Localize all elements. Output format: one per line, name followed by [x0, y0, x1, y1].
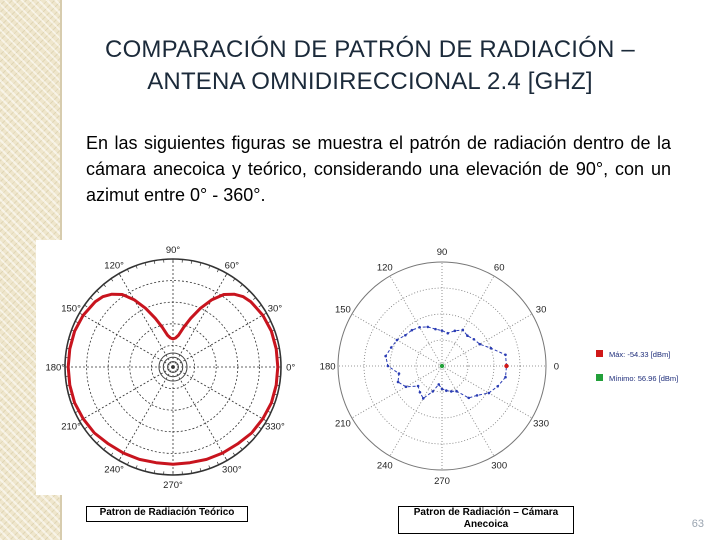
grid-spoke	[442, 314, 532, 366]
anechoic-pattern-chart	[318, 232, 716, 494]
grid-spoke	[173, 367, 267, 421]
grid-tick	[90, 434, 92, 436]
series-point	[384, 355, 387, 358]
angle-label: 120	[376, 262, 393, 274]
series-point	[431, 390, 434, 393]
series-point	[445, 389, 448, 392]
grid-tick	[253, 434, 255, 436]
series-point	[446, 332, 449, 335]
series-point	[387, 365, 390, 368]
series-point	[504, 354, 507, 357]
grid-spoke	[442, 276, 494, 366]
legend-label: Mínimo: 56.96 [dBm]	[609, 374, 679, 383]
grid-tick	[240, 447, 242, 449]
series-point	[490, 347, 493, 350]
series-point	[476, 394, 479, 397]
series-line	[386, 327, 507, 399]
series-point	[488, 392, 491, 395]
angle-label: 300°	[222, 464, 242, 476]
angle-label: 60°	[224, 260, 240, 272]
max-point	[504, 364, 508, 368]
grid-tick	[85, 305, 88, 307]
angle-label: 150	[334, 304, 351, 316]
anechoic-caption: Patron de Radiación – Cámara Anecoica	[398, 506, 574, 534]
grid-spoke	[442, 366, 532, 418]
grid-tick	[104, 284, 106, 286]
grid-tick	[259, 305, 262, 307]
series-point	[462, 329, 465, 332]
slide-title-line1: COMPARACIÓN DE PATRÓN DE RADIACIÓN –	[105, 36, 635, 63]
grid-spoke	[173, 273, 227, 367]
series-point	[419, 391, 422, 394]
series-point	[473, 338, 476, 341]
angle-label: 90	[436, 247, 448, 259]
angle-label: 240	[376, 460, 393, 472]
min-point	[440, 364, 444, 368]
grid-tick	[247, 441, 249, 443]
angle-label: 90°	[165, 244, 181, 256]
legend-swatch	[596, 374, 603, 381]
grid-spoke	[442, 366, 494, 456]
series-point	[405, 386, 408, 389]
series-point	[437, 383, 440, 386]
legend-label: Máx: -54.33 [dBm]	[609, 350, 671, 359]
series-point	[396, 339, 399, 342]
angle-label: 270°	[163, 480, 183, 492]
grid-tick	[104, 447, 106, 449]
angle-label: 330°	[265, 421, 285, 433]
theoretical-polar-plot	[36, 240, 306, 495]
series-point	[467, 397, 470, 400]
series-point	[417, 385, 420, 388]
slide-title	[40, 34, 700, 98]
series-point	[426, 326, 429, 329]
series-point	[390, 346, 393, 349]
grid-spoke	[119, 367, 173, 461]
angle-label: 270	[434, 475, 450, 487]
grid-spoke	[79, 367, 173, 421]
grid-tick	[85, 427, 88, 429]
series-point	[411, 329, 414, 332]
theoretical-pattern-chart	[36, 240, 306, 495]
series-point	[450, 390, 453, 393]
angle-label: 210°	[61, 421, 81, 433]
grid-tick	[247, 291, 249, 293]
angle-label: 180°	[45, 362, 66, 374]
series-point	[397, 381, 400, 384]
grid-spoke	[390, 276, 442, 366]
series-point	[496, 385, 499, 388]
series-point	[422, 397, 425, 400]
series-point	[466, 334, 469, 337]
series-point	[479, 343, 482, 346]
angle-label: 0	[553, 361, 560, 373]
angle-label: 30°	[267, 303, 283, 315]
series-point	[398, 372, 401, 375]
angle-label: 240°	[104, 464, 124, 476]
series-point	[441, 329, 444, 332]
angle-label: 210	[334, 418, 351, 430]
grid-tick	[111, 279, 113, 282]
angle-label: 180	[319, 361, 336, 373]
grid-tick	[259, 427, 262, 429]
series-point	[454, 330, 457, 333]
angle-label: 150°	[61, 303, 81, 315]
legend-swatch	[596, 350, 603, 357]
angle-label: 300	[491, 460, 508, 472]
grid-tick	[253, 298, 255, 300]
grid-tick	[111, 453, 113, 456]
grid-spoke	[173, 367, 227, 461]
grid-tick	[233, 453, 235, 456]
grid-spoke	[352, 366, 442, 418]
series-point	[434, 328, 437, 331]
theoretical-caption: Patron de Radiación Teórico	[86, 506, 248, 522]
slide-title-line2: ANTENA OMNIDIRECCIONAL 2.4 [GHZ]	[147, 68, 593, 95]
slide-number: 63	[691, 518, 704, 530]
angle-label: 30	[535, 304, 547, 316]
grid-tick	[97, 441, 99, 443]
series-point	[504, 376, 507, 379]
anechoic-polar-plot	[318, 232, 716, 494]
series-point	[441, 388, 444, 391]
grid-tick	[240, 284, 242, 286]
grid-tick	[233, 279, 235, 282]
series-point	[418, 326, 421, 329]
angle-label: 60	[493, 262, 505, 274]
grid-spoke	[119, 273, 173, 367]
angle-label: 120°	[104, 260, 124, 272]
series-point	[455, 390, 458, 393]
grid-tick	[90, 298, 92, 300]
series-point	[404, 334, 407, 337]
body-text: En las siguientes figuras se muestra el patrón de radiación dentro de la cámara anecoica y teórico, considerando una elevación de 90°, con un azimut entre 0° - 360°.	[86, 133, 671, 205]
grid-tick	[97, 291, 99, 293]
angle-label: 330	[533, 418, 550, 430]
angle-label: 0°	[286, 362, 296, 374]
